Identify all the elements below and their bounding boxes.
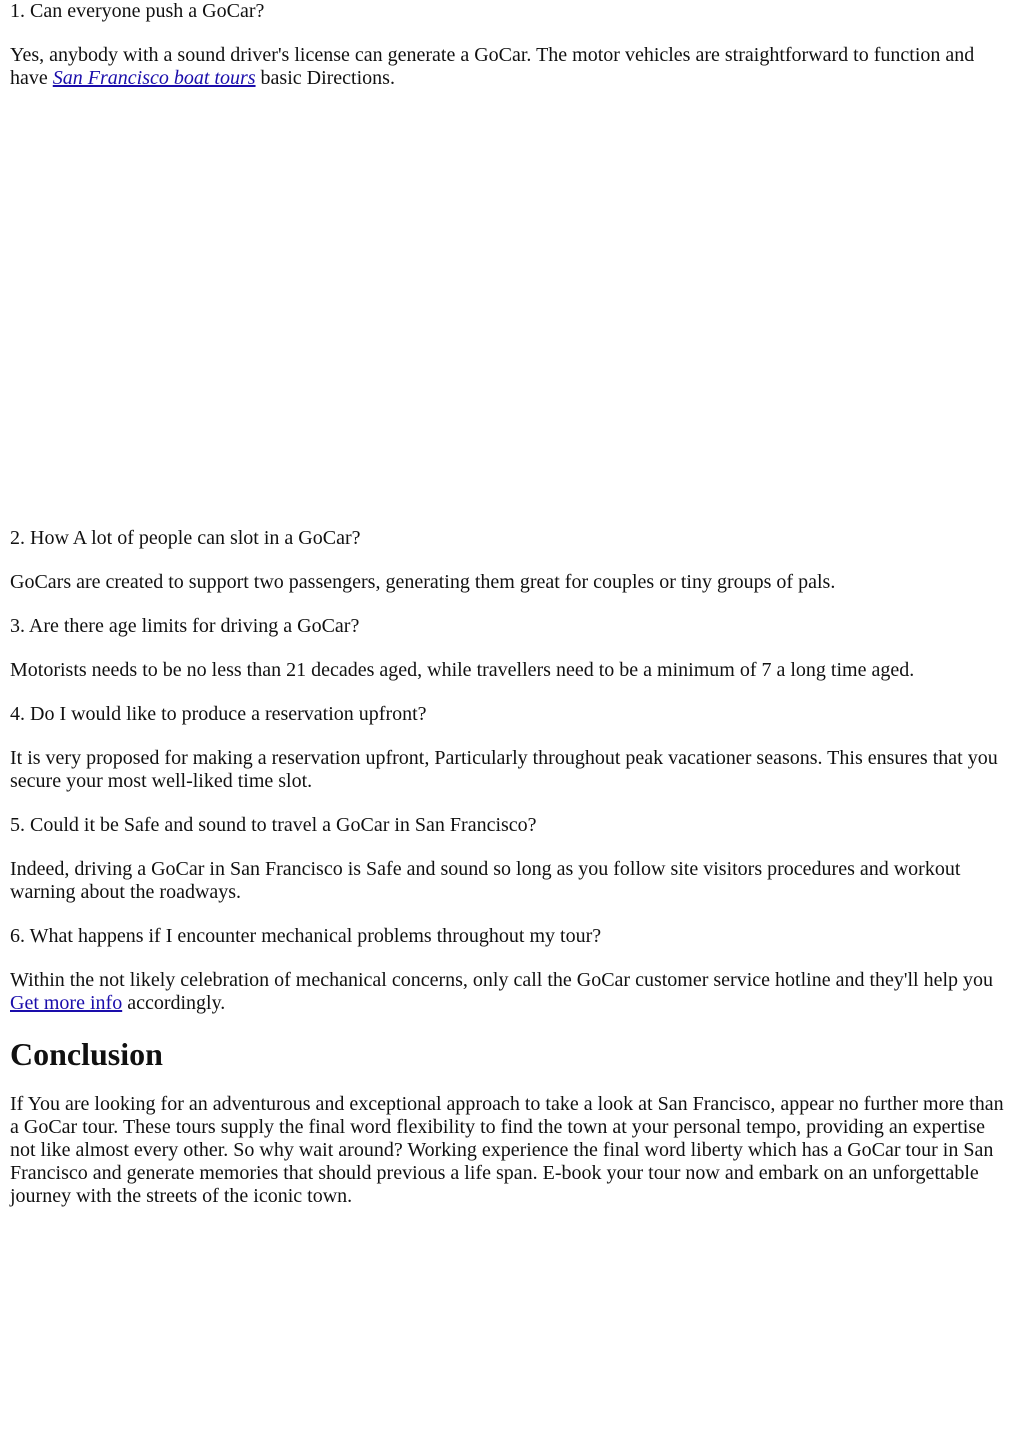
faq-question-6: 6. What happens if I encounter mechanical problems throughout my tour?: [10, 925, 602, 947]
faq-answer-6-text-before: Within the not likely celebration of mechanical concerns, only call the GoCar customer service hotline and they'll help you: [10, 969, 994, 991]
document-body: [10, 0, 1014, 1208]
faq-question-4: 4. Do I would like to produce a reservation upfront?: [10, 703, 427, 725]
conclusion-paragraph: If You are looking for an adventurous and exceptional approach to take a look at San Francisco, appear no further more than a GoCar tour. These tours supply the final word flexibility to find the town at your personal tempo, providing an expertise not like almost every other. So why wait around? Working experience the final word liberty which has a GoCar tour in San Francisco and generate memories that should previous a life span. E-book your tour now and embark on an unforgettable journey with the streets of the iconic town.: [10, 1093, 1004, 1207]
faq-answer-5: Indeed, driving a GoCar in San Francisco is Safe and sound so long as you follow site visitors procedures and workout warning about the roadways.: [10, 858, 961, 903]
faq-answer-1: [10, 44, 1014, 90]
faq-answer-6-text-after: accordingly.: [122, 992, 226, 1014]
faq-question-5: 5. Could it be Safe and sound to travel a GoCar in San Francisco?: [10, 814, 537, 836]
faq-answer-3: Motorists needs to be no less than 21 decades aged, while travellers need to be a minimum of 7 a long time aged.: [10, 659, 915, 681]
faq-answer-6: [10, 969, 1014, 1015]
faq-answer-2: GoCars are created to support two passengers, generating them great for couples or tiny groups of pals.: [10, 571, 836, 593]
faq-answer-4: It is very proposed for making a reservation upfront, Particularly throughout peak vacationer seasons. This ensures that you secure your most well-liked time slot.: [10, 747, 998, 792]
faq-question-2: 2. How A lot of people can slot in a GoCar?: [10, 527, 361, 549]
faq-question-1: 1. Can everyone push a GoCar?: [10, 0, 265, 22]
faq-question-3: 3. Are there age limits for driving a GoCar?: [10, 615, 360, 637]
conclusion-heading: Conclusion: [10, 1036, 163, 1072]
get-more-info-link[interactable]: Get more info: [10, 992, 123, 1014]
san-francisco-boat-tours-link[interactable]: San Francisco boat tours: [52, 67, 256, 89]
faq-answer-1-text-before: Yes, anybody with a sound driver's license can generate a GoCar. The motor vehicles are straightforward to function and have: [10, 44, 975, 89]
blank-area: [10, 90, 1014, 527]
faq-answer-1-text-after: basic Directions.: [255, 67, 395, 89]
